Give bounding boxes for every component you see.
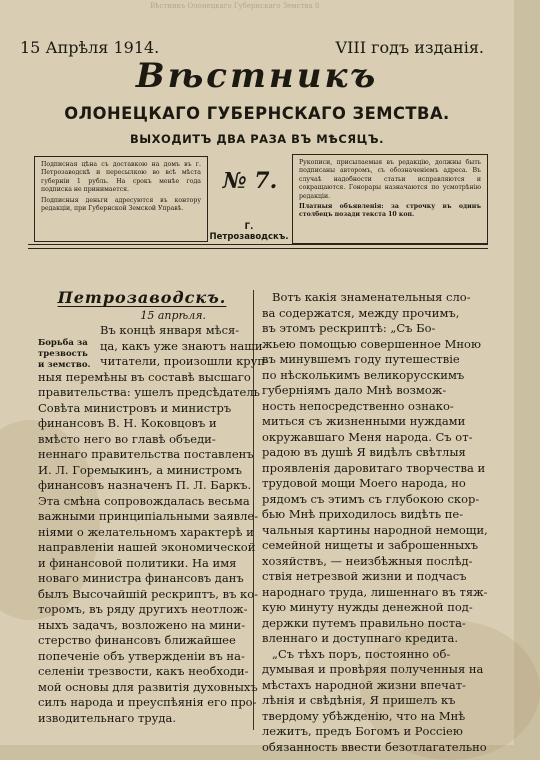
text-line: лѣнія и свѣдѣнія, Я пришелъ къ xyxy=(262,693,456,707)
text-line: неннаго правительства поставленъ xyxy=(38,447,254,461)
editorial-info-box xyxy=(292,154,488,244)
text-line: обязанность ввести безотлагательно xyxy=(262,739,487,754)
subscription-address: Подписныя деньги адресуются въ контору редакціи, при Губернской Земской Управѣ. xyxy=(41,196,201,213)
text-line: твердому убѣжденію, что на Мнѣ xyxy=(262,708,466,723)
text-line: силъ народа и преуспѣянія его про- xyxy=(38,695,257,709)
text-line: торомъ, въ ряду другихъ неотлож- xyxy=(38,602,248,616)
text-line: попеченіе объ утвержденіи въ на- xyxy=(38,648,245,663)
text-line: бью Мнѣ приходилось видѣть пе- xyxy=(262,507,464,521)
text-line: направленіи нашей экономической xyxy=(38,540,256,554)
issue-number: № 7. xyxy=(222,168,278,194)
text-line: въ этомъ рескриптѣ: „Съ Бо- xyxy=(262,321,436,335)
text-line: ва содержатся, между прочимъ, xyxy=(262,305,460,320)
text-line: думывая и провѣряя полученныя на xyxy=(262,662,484,676)
text-line: радою въ душѣ Я видѣлъ свѣтлыя xyxy=(262,445,466,459)
text-line: вленнаго и доступнаго кредита. xyxy=(262,631,459,645)
publication-city: Г. Петрозаводскъ. xyxy=(209,222,289,242)
text-line: Совѣта министровъ и министръ xyxy=(38,400,232,415)
header-rule xyxy=(28,244,488,245)
text-line: проявленія даровитаго творчества и xyxy=(262,460,486,475)
text-line: семейной нищеты и заброшенныхъ xyxy=(262,538,479,552)
newspaper-title: Вѣстникъ xyxy=(135,56,379,96)
header-rule-double xyxy=(28,248,488,249)
text-line: рядомъ съ этимъ съ глубокою скор- xyxy=(262,491,480,506)
text-line: мѣстахъ народной жизни впечат- xyxy=(262,677,466,692)
text-line: стерство финансовъ ближайшее xyxy=(38,633,236,647)
text-line: ствія нетрезвой жизни и подчасъ xyxy=(262,569,467,583)
right-column xyxy=(262,290,488,755)
text-line: важными принципіальными заявле- xyxy=(38,509,259,523)
text-line: хозяйствъ, — неизбѣжныя послѣд- xyxy=(262,553,473,568)
text-line: селеніи трезвости, какъ необходи- xyxy=(38,664,249,678)
text-line: былъ Высочайшій рескриптъ, въ ко- xyxy=(38,586,259,601)
text-line: губерніямъ дало Мнѣ возмож- xyxy=(262,383,447,397)
text-line: лежитъ, предъ Богомъ и Россіею xyxy=(262,724,463,738)
text-line: Эта смѣна сопровождалась весьма xyxy=(38,493,250,508)
text-line: вмѣсто него во главѣ объеди- xyxy=(38,431,216,446)
left-column xyxy=(38,288,269,726)
text-line: въ минувшемъ году путешествіе xyxy=(262,352,460,366)
text-line: ныхъ задачъ, возложено на мини- xyxy=(38,617,246,632)
manuscript-rules: Рукописи, присылаемыя въ редакцію, должны быть подписаны авторомъ, съ обозначеніемъ адреса. Въ случаѣ надобности статьи исправляются и сокращаются. Гонорары назначаются по усмотрѣнію редакціи. xyxy=(299,159,481,200)
text-line: Вотъ какія знаменательныя сло- xyxy=(272,290,471,304)
text-line: мой основы для развитія духовныхъ xyxy=(38,679,258,694)
text-line: ца, какъ уже знаютъ наши xyxy=(100,338,263,353)
text-line: ніями о желательномъ характерѣ и xyxy=(38,524,254,539)
text-line: новаго министра финансовъ данъ xyxy=(38,571,244,585)
text-line: миться съ жизненными нуждами xyxy=(262,414,466,428)
text-line: по нѣсколькимъ великорусскимъ xyxy=(262,367,465,382)
text-line: держки путемъ правильно поста- xyxy=(262,615,466,630)
bleed-through-text: Вѣстникъ Олонецкаго Губернскаго Земства 8 xyxy=(150,2,320,10)
subscription-info-box xyxy=(34,156,208,242)
text-line: кую минуту нужды денежной под- xyxy=(262,600,473,614)
text-line: финансовъ назначенъ П. Л. Баркъ. xyxy=(38,478,252,492)
text-line: Въ концѣ января мѣся- xyxy=(100,323,240,337)
newspaper-subtitle: ОЛОНЕЦКАГО ГУБЕРНСКАГО ЗЕМСТВА. xyxy=(64,104,450,124)
text-line: чальныя картины народной немощи, xyxy=(262,522,488,537)
text-line: „Съ тѣхъ поръ, постоянно об- xyxy=(272,646,451,661)
text-line: правительства: ушелъ предсѣдатель xyxy=(38,385,260,399)
section-title: Петрозаводскъ. xyxy=(57,288,227,307)
text-line: ныя перемѣны въ составѣ высшаго xyxy=(38,369,251,384)
text-line: трудовой мощи Моего народа, но xyxy=(262,476,466,490)
text-line: окружавшаго Меня народа. Съ от- xyxy=(262,429,473,444)
text-line: финансовъ В. Н. Коковцовъ и xyxy=(38,416,217,430)
text-line: читатели, произошли круп- xyxy=(100,354,269,368)
text-line: народнаго труда, лишеннаго въ тяж- xyxy=(262,584,488,599)
text-line: изводительнаго труда. xyxy=(38,710,177,725)
publication-frequency: ВЫХОДИТЪ ДВА РАЗА ВЪ МѢСЯЦЪ. xyxy=(130,132,384,146)
subscription-price: Подписная цѣна съ доставкою на домъ въ г. Петрозаводскѣ и пересылкою во всѣ мѣста губерніи 1 рубль. На срокъ менѣе года подписка не принимается. xyxy=(41,161,201,194)
text-line: и финансовой политики. На имя xyxy=(38,555,237,570)
dateline: 15 апрѣля. xyxy=(140,308,206,322)
publication-year: VIII годъ изданія. xyxy=(335,38,484,57)
advertising-rates: Платныя объявленія: за строчку въ одинъ столбецъ позади текста 10 коп. xyxy=(299,203,481,219)
text-line: ность непосредственно ознако- xyxy=(262,398,454,413)
sidenote-heading: Борьба за трезвость и земство. xyxy=(38,338,91,370)
text-line: И. Л. Горемыкинъ, а министромъ xyxy=(38,462,242,477)
issue-date: 15 Апрѣля 1914. xyxy=(20,38,160,57)
text-line: жьею помощью совершенное Мною xyxy=(262,336,481,351)
